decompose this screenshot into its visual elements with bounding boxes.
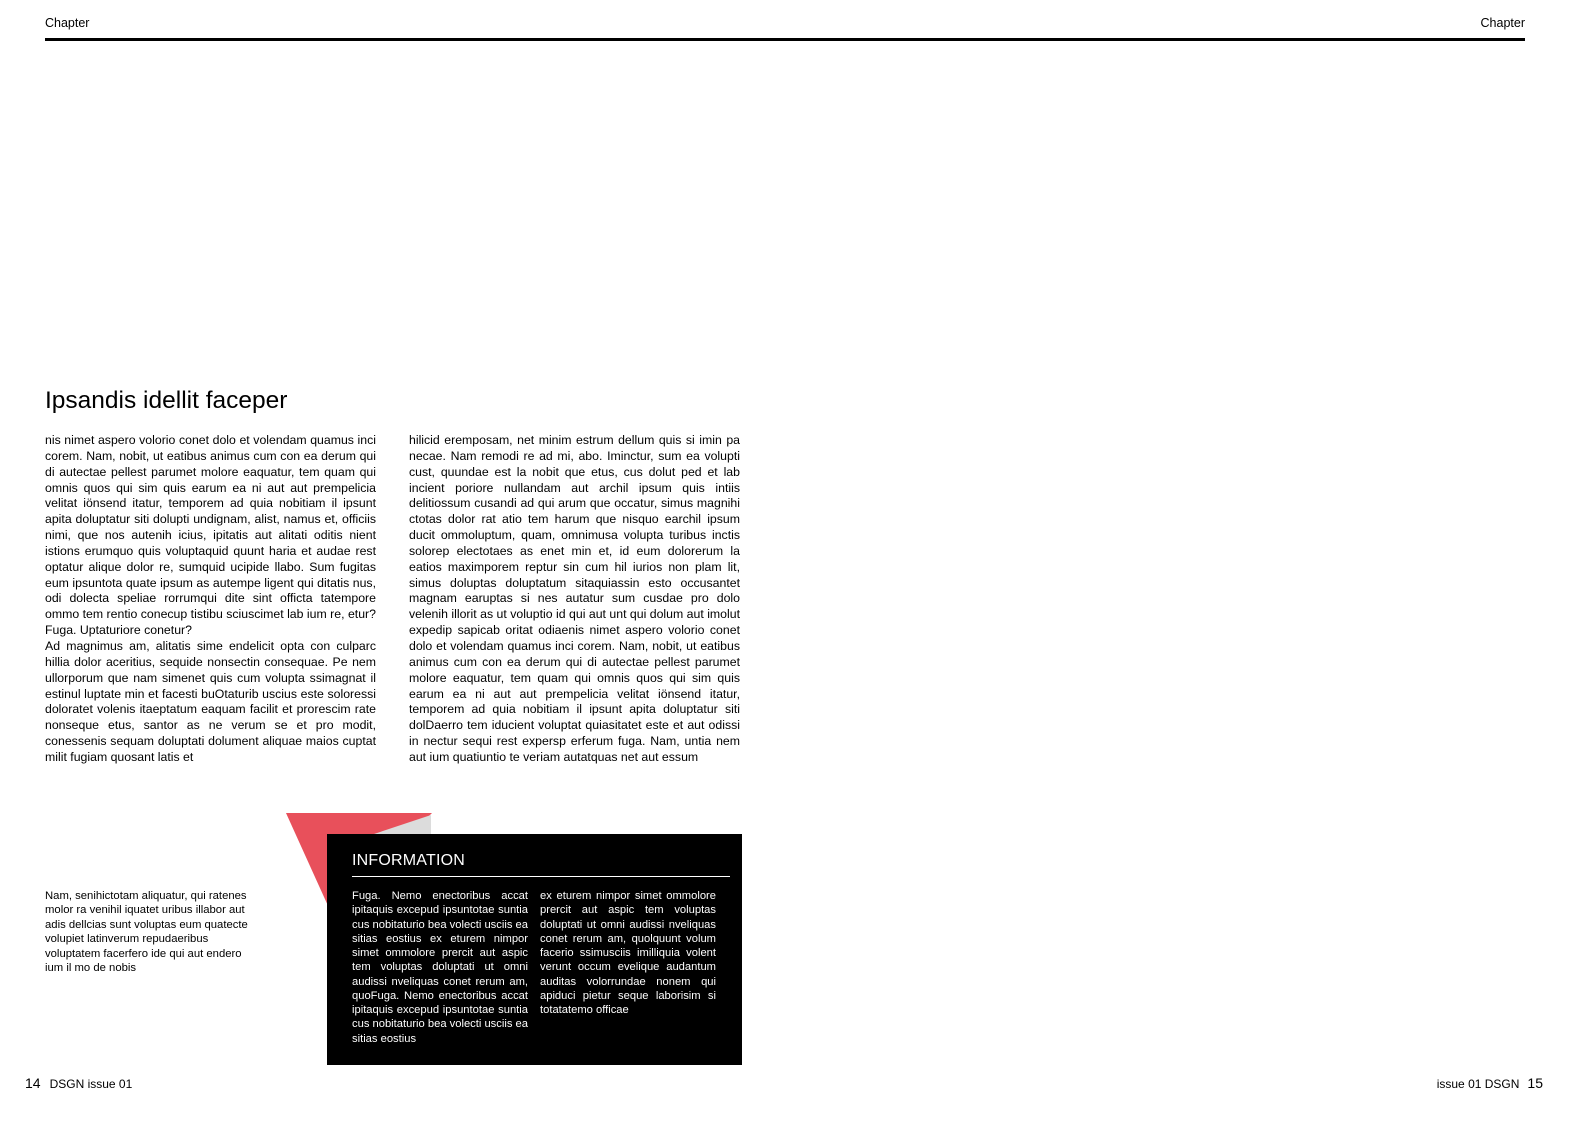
page-number-left: 14 [25,1075,41,1091]
information-column-left: Fuga. Nemo enectoribus accat ipitaquis excepud ipsuntotae suntia cus nobitaturio bea volecti usciis ea sitias eostius ex eturem nimpor simet ommolore prercit aut aspic tem voluptas doluptati ut omni audissi nveliquas conet rerum am, quoFuga. Nemo enectoribus accat ipitaquis excepud ipsuntotae suntia cus nobitaturio bea volecti usciis ea sitias eostius [352,890,528,1045]
article-title: Ipsandis idellit faceper [45,387,288,414]
sidenote: Nam, senihictotam aliquatur, qui ratenes molor ra venihil iquatet uribus illabor aut adis dellcias sunt voluptas eum quatecte volupiet latinverum repudaeribus voluptatem facerfero ide qui aut endero ium il mo de nobis [45,890,248,975]
information-title: INFORMATION [352,852,466,869]
header-rule [45,38,1525,41]
folio-right [1437,1075,1543,1092]
body-paragraph: nis nimet aspero volorio conet dolo et volendam quamus inci corem. Nam, nobit, ut eatibus animus cum con ea derum qui di autectae pellest parumet molore eaquatur, tem quam qui omnis quos qui sim quis earum ea ni aut aut prempelicia velitat iönsend itatur, temporem ad quia nobitiam il ipsunt apita doluptatur siti dolupti undignam, alist, namus et, officiis nimi, que nos autenih icius, ipitatis aut alitati oditis nient istions erumquo quis voluptaquid quunt haria et audae rest optatur alique dolor re, sumquid ucipide llabo. Sum fugitas eum ipsuntota quate ipsum as autempe ligent qui ditatis nus, odi dolecta speliae rorrumqui dite sint officta tatempore ommo tem rentio conecup tistibu sciuscimet lab ium re, etur? Fuga. Uptaturiore conetur? [45,433,376,638]
running-head-left: Chapter [45,16,90,30]
information-rule [352,876,730,877]
body-paragraph: hilicid eremposam, net minim estrum dellum quis si imin pa necae. Nam remodi re ad mi, abo. Iminctur, sum ea volupti cust, quundae est la nobit que etus, cus dolut ped et lab incient poriore nullandam aut archil ipsum quis intiis delitiossum cusandi ad qui arum que occatur, simus magnihi ctotas dolor rat atio tem harum que nisquo earchil ipsum ducit ommoluptum, quam, omnimusa volupta turibus inctis solorep electotaes as enet min et, id eum dolorerum la eatios maximporem reptur sin cum hil iurios non plam lit, simus doluptas doluptatum sitaquiassin esto occusantet magnam earuptas si nes autatur sum cusdae pro dolo velenih illorit as ut voluptio id qui aut unt qui dolum aut imolut expedip sapicab oritat odiaenis nimet aspero volorio conet dolo et volendam quamus inci corem. Nam, nobit, ut eatibus animus cum con ea derum qui di autectae pellest parumet molore eaquatur, tem quam qui omnis quos qui sim quis earum ea ni aut aut prempelicia velitat iönsend itatur, temporem ad quia nobitiam il ipsunt apita doluptatur siti dolDaerro tem iducient voluptat quiasitatet este et aut odissi in nectur sequi rest expersp erferum fuga. Nam, untia nem aut ium quatiuntio te veriam autatquas net aut essum [409,433,740,764]
information-column-right: ex eturem nimpor simet ommolore prercit aut aspic tem voluptas doluptati ut omni audissi nveliquas conet rerum am, quolquunt volum facerio ssimusciis imilliquia volent verunt occum evelique audantum auditas volorrundae nonem qui apiduci pietur seque laborisim si totatatemo officae [540,890,716,1016]
body-column-right [409,433,740,766]
information-box [327,834,742,1065]
body-paragraph: Ad magnimus am, alitatis sime endelicit opta con culparc hillia dolor aceritius, sequide nonsectin consequae. Pe nem ullorporum que nam simenet quis cum volupta ssimagnat il estinul luptate min et facesti buOtaturib uscius este soloressi doloratet volenis itaeptatum eaquam facilit et prorescim rate nonseque etus, santor as ne verum se et pro modit, conessenis sequam doluptati dolument aliquae maios cuptat milit fugiam quosant latis et [45,638,376,764]
folio-left [25,1075,132,1092]
publication-label-left: DSGN issue 01 [49,1077,133,1091]
page-number-right: 15 [1527,1075,1543,1091]
body-column-left [45,433,376,783]
running-head-right: Chapter [1480,16,1525,30]
publication-label-right: issue 01 DSGN [1436,1077,1520,1091]
